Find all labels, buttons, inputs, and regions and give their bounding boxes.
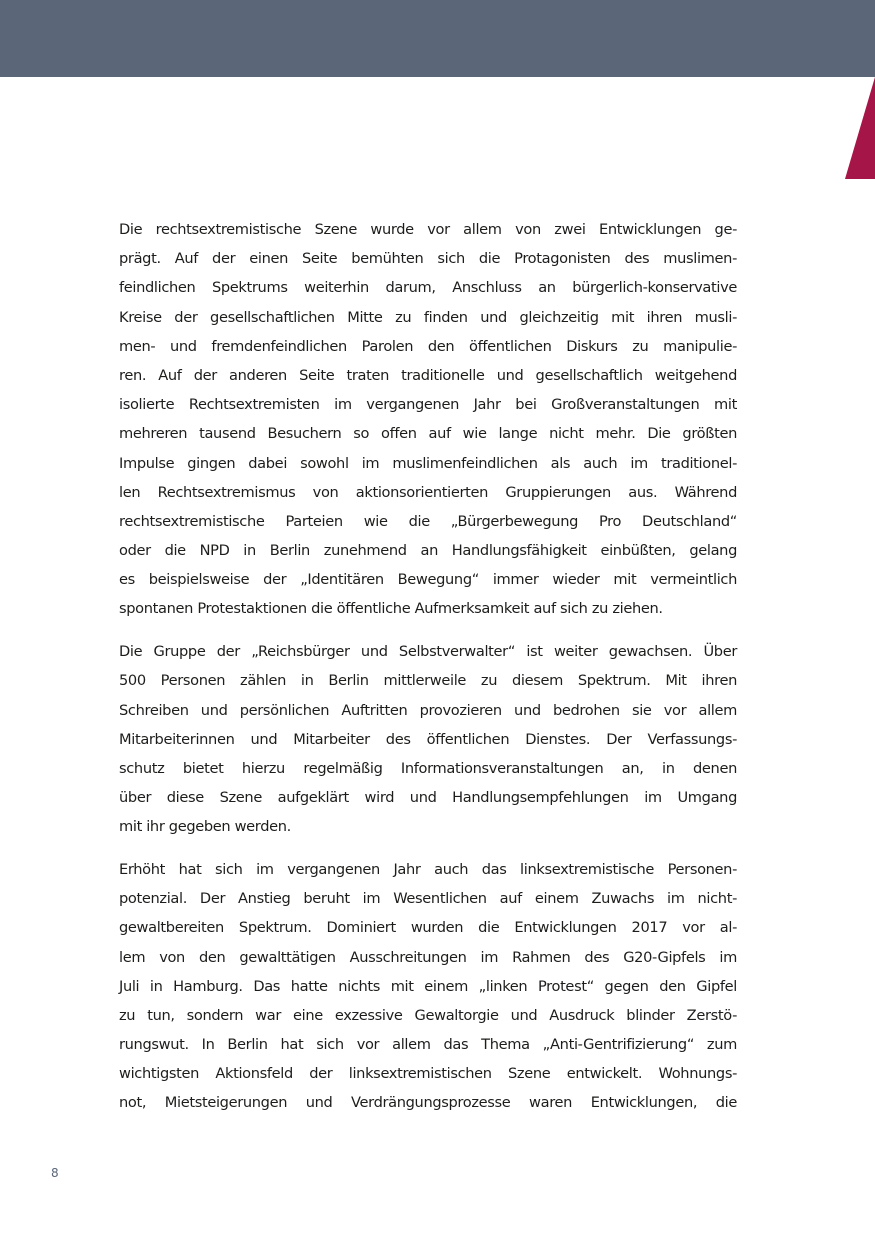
text-line: Erhöht hat sich im vergangenen Jahr auch das linksextremistische Personen- <box>119 860 737 878</box>
text-line: Kreise der gesellschaftlichen Mitte zu finden und gleichzeitig mit ihren musli- <box>119 308 737 326</box>
text-line: spontanen Protestaktionen die öffentliche Aufmerksamkeit auf sich zu ziehen. <box>119 600 663 618</box>
text-line: feindlichen Spektrums weiterhin darum, Anschluss an bürgerlich-konservative <box>119 279 737 297</box>
paragraph-1 <box>119 215 737 624</box>
text-line: Mitarbeiterinnen und Mitarbeiter des öffentlichen Dienstes. Der Verfassungs- <box>119 730 737 748</box>
text-line: es beispielsweise der „Identitären Bewegung“ immer wieder mit vermeintlich <box>119 571 737 589</box>
text-line: not, Mietsteigerungen und Verdrängungsprozesse waren Entwicklungen, die <box>119 1094 737 1112</box>
text-line: 500 Personen zählen in Berlin mittlerweile zu diesem Spektrum. Mit ihren <box>119 672 737 690</box>
paragraph-3 <box>119 855 737 1118</box>
text-line: rechtsextremistische Parteien wie die „Bürgerbewegung Pro Deutschland“ <box>119 512 737 530</box>
text-line: prägt. Auf der einen Seite bemühten sich die Protagonisten des muslimen- <box>119 250 737 268</box>
text-line: Impulse gingen dabei sowohl im muslimenfeindlichen als auch im traditionel- <box>119 454 737 472</box>
text-line: mit ihr gegeben werden. <box>119 818 291 836</box>
text-line: potenzial. Der Anstieg beruht im Wesentlichen auf einem Zuwachs im nicht- <box>119 890 737 908</box>
text-line: ren. Auf der anderen Seite traten traditionelle und gesellschaftlich weitgehend <box>119 366 737 384</box>
text-line: zu tun, sondern war eine exzessive Gewaltorgie und Ausdruck blinder Zerstö- <box>119 1006 737 1024</box>
paragraph-2 <box>119 637 737 841</box>
body-text <box>119 215 737 1131</box>
text-line: schutz bietet hierzu regelmäßig Informationsveranstaltungen an, in denen <box>119 759 737 777</box>
page-number: 8 <box>51 1166 59 1180</box>
text-line: Die Gruppe der „Reichsbürger und Selbstverwalter“ ist weiter gewachsen. Über <box>119 643 737 661</box>
text-line: isolierte Rechtsextremisten im vergangenen Jahr bei Großveranstaltungen mit <box>119 396 737 414</box>
corner-triangle-marker <box>845 77 875 179</box>
text-line: rungswut. In Berlin hat sich vor allem das Thema „Anti-Gentrifizierung“ zum <box>119 1036 737 1054</box>
text-line: men- und fremdenfeindlichen Parolen den öffentlichen Diskurs zu manipulie- <box>119 337 737 355</box>
text-line: gewaltbereiten Spektrum. Dominiert wurden die Entwicklungen 2017 vor al- <box>119 919 737 937</box>
text-line: mehreren tausend Besuchern so offen auf wie lange nicht mehr. Die größten <box>119 425 737 443</box>
text-line: len Rechtsextremismus von aktionsorientierten Gruppierungen aus. Während <box>119 483 737 501</box>
header-band <box>0 0 875 77</box>
text-line: Die rechtsextremistische Szene wurde vor allem von zwei Entwicklungen ge- <box>119 221 737 238</box>
text-line: Juli in Hamburg. Das hatte nichts mit einem „linken Protest“ gegen den Gipfel <box>119 977 737 995</box>
text-line: Schreiben und persönlichen Auftritten provozieren und bedrohen sie vor allem <box>119 701 737 719</box>
text-line: wichtigsten Aktionsfeld der linksextremistischen Szene entwickelt. Wohnungs- <box>119 1065 737 1083</box>
text-line: oder die NPD in Berlin zunehmend an Handlungsfähigkeit einbüßten, gelang <box>119 542 737 560</box>
text-line: über diese Szene aufgeklärt wird und Handlungsempfehlungen im Umgang <box>119 789 737 807</box>
text-line: lem von den gewalttätigen Ausschreitungen im Rahmen des G20-Gipfels im <box>119 948 737 966</box>
